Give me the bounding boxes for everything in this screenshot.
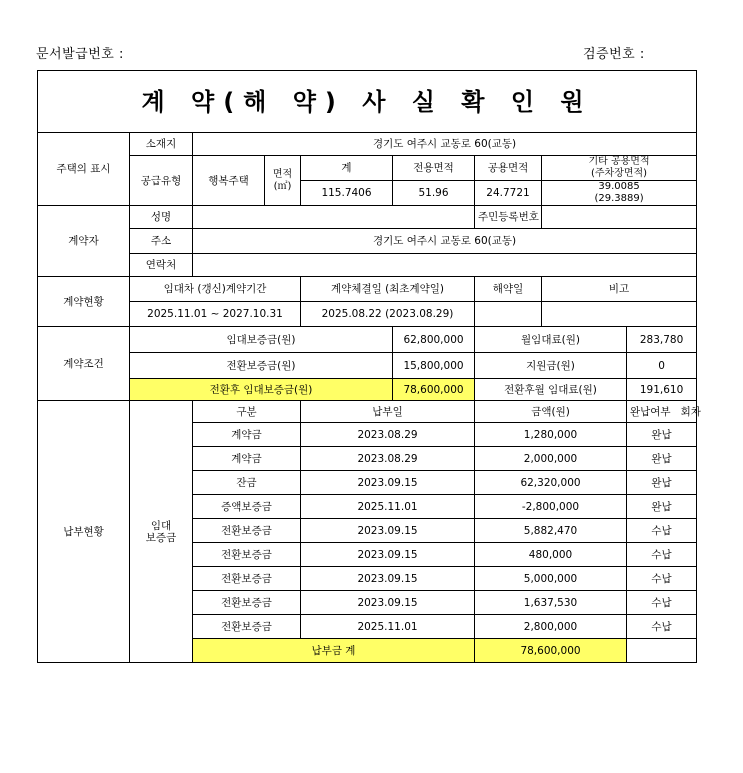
support-value: 0	[627, 353, 697, 379]
payment-amount: 5,882,470	[475, 519, 627, 543]
terminated-date-value	[475, 302, 542, 327]
exclusive-area-label: 전용면적	[393, 156, 475, 181]
exclusive-area-value: 51.96	[393, 181, 475, 206]
housing-section-label: 주택의 표시	[38, 133, 130, 206]
deposit-label: 임대보증금(원)	[130, 327, 393, 353]
payment-amount: 5,000,000	[475, 567, 627, 591]
location-label: 소재지	[130, 133, 193, 156]
note-label: 비고	[542, 277, 697, 302]
document-title: 계 약(해 약) 사 실 확 인 원	[38, 71, 697, 133]
location-value: 경기도 여주시 교동로 60(교동)	[193, 133, 697, 156]
period-value: 2025.11.01 ~ 2027.10.31	[130, 302, 301, 327]
period-label: 임대차 (갱신)계약기간	[130, 277, 301, 302]
payment-status: 완납	[627, 423, 697, 447]
payment-date: 2023.09.15	[301, 567, 475, 591]
payment-amount: -2,800,000	[475, 495, 627, 519]
payment-date: 2023.09.15	[301, 591, 475, 615]
area-total-label: 계	[301, 156, 393, 181]
common-area-value: 24.7721	[475, 181, 542, 206]
payment-total-label: 납부금 계	[193, 639, 475, 663]
payment-date: 2023.09.15	[301, 471, 475, 495]
payment-type: 계약금	[193, 423, 301, 447]
monthly-rent-value: 283,780	[627, 327, 697, 353]
other-area-value: 39.0085 (29.3889)	[542, 181, 697, 206]
address-label: 주소	[130, 229, 193, 254]
payment-amount: 1,280,000	[475, 423, 627, 447]
payment-status: 수납	[627, 591, 697, 615]
conversion-deposit-value: 15,800,000	[393, 353, 475, 379]
payment-status: 수납	[627, 567, 697, 591]
col-amount-header: 금액(원)	[475, 401, 627, 423]
other-area-label: 기타 공용면적 (주차장면적)	[542, 156, 697, 181]
payment-amount: 1,637,530	[475, 591, 627, 615]
payment-type: 전환보증금	[193, 615, 301, 639]
payment-amount: 62,320,000	[475, 471, 627, 495]
after-conversion-rent-label: 전환후월 임대료(원)	[475, 379, 627, 401]
payment-type: 전환보증금	[193, 591, 301, 615]
payment-amount: 480,000	[475, 543, 627, 567]
status-section-label: 계약현황	[38, 277, 130, 327]
contract-confirmation-table	[37, 70, 701, 663]
area-label: 면적 (㎡)	[265, 156, 301, 206]
rrn-label: 주민등록번호	[475, 206, 542, 229]
monthly-rent-label: 월임대료(원)	[475, 327, 627, 353]
signed-date-value: 2025.08.22 (2023.08.29)	[301, 302, 475, 327]
payment-type: 전환보증금	[193, 519, 301, 543]
payment-type: 증액보증금	[193, 495, 301, 519]
contact-value	[193, 254, 697, 277]
rrn-value	[542, 206, 697, 229]
terminated-date-label: 해약일	[475, 277, 542, 302]
payment-type: 전환보증금	[193, 543, 301, 567]
payment-date: 2023.08.29	[301, 423, 475, 447]
signed-date-label: 계약체결일 (최초계약일)	[301, 277, 475, 302]
col-done-header: 완납여부 회차	[627, 401, 697, 423]
payment-type: 전환보증금	[193, 567, 301, 591]
contractor-section-label: 계약자	[38, 206, 130, 277]
doc-issue-number-label: 문서발급번호 :	[36, 47, 124, 62]
payment-total-status	[627, 639, 697, 663]
payment-date: 2025.11.01	[301, 495, 475, 519]
col-type-header: 구분	[193, 401, 301, 423]
after-conversion-deposit-value: 78,600,000	[393, 379, 475, 401]
payments-section-label: 납부현황	[38, 401, 130, 663]
payment-status: 수납	[627, 615, 697, 639]
payment-status: 완납	[627, 495, 697, 519]
payment-date: 2023.09.15	[301, 543, 475, 567]
supply-type-value: 행복주택	[193, 156, 265, 206]
contact-label: 연락처	[130, 254, 193, 277]
area-total-value: 115.7406	[301, 181, 393, 206]
payment-amount: 2,800,000	[475, 615, 627, 639]
payment-category-label: 임대 보증금	[130, 401, 193, 663]
conversion-deposit-label: 전환보증금(원)	[130, 353, 393, 379]
name-value	[193, 206, 475, 229]
after-conversion-deposit-label: 전환후 임대보증금(원)	[130, 379, 393, 401]
verification-number-label: 검증번호 :	[583, 47, 645, 62]
payment-status: 수납	[627, 519, 697, 543]
payment-status: 완납	[627, 471, 697, 495]
name-label: 성명	[130, 206, 193, 229]
payment-date: 2025.11.01	[301, 615, 475, 639]
payment-date: 2023.08.29	[301, 447, 475, 471]
col-date-header: 납부일	[301, 401, 475, 423]
payment-status: 수납	[627, 543, 697, 567]
payment-type: 잔금	[193, 471, 301, 495]
deposit-value: 62,800,000	[393, 327, 475, 353]
col-round-header: 회차	[680, 405, 701, 418]
terms-section-label: 계약조건	[38, 327, 130, 401]
payment-type: 계약금	[193, 447, 301, 471]
after-conversion-rent-value: 191,610	[627, 379, 697, 401]
payment-total-value: 78,600,000	[475, 639, 627, 663]
support-label: 지원금(원)	[475, 353, 627, 379]
payment-status: 완납	[627, 447, 697, 471]
note-value	[542, 302, 697, 327]
address-value: 경기도 여주시 교동로 60(교동)	[193, 229, 697, 254]
payment-date: 2023.09.15	[301, 519, 475, 543]
supply-type-label: 공급유형	[130, 156, 193, 206]
payment-amount: 2,000,000	[475, 447, 627, 471]
common-area-label: 공용면적	[475, 156, 542, 181]
